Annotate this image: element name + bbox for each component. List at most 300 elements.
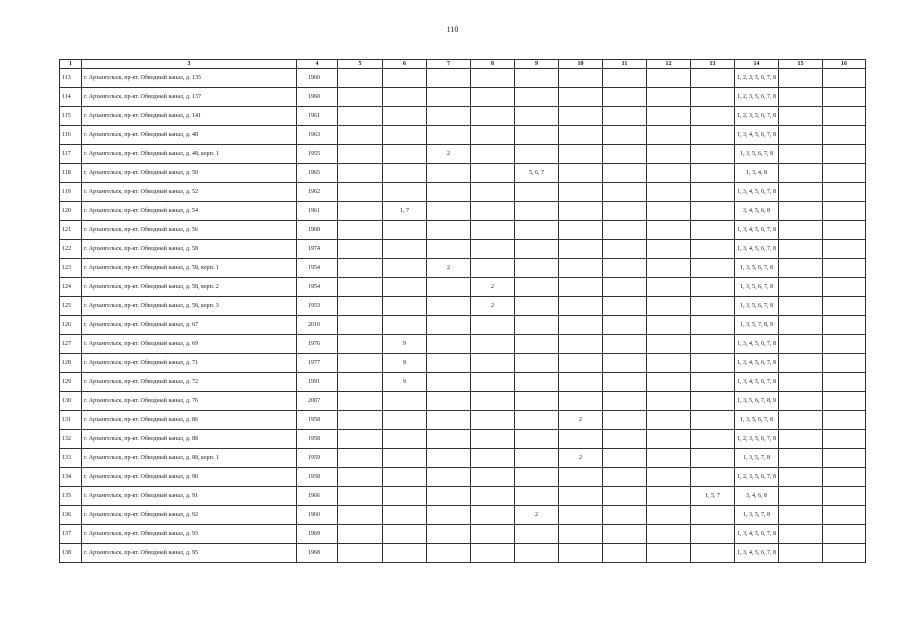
col9-cell xyxy=(515,316,559,335)
address-cell: г. Архангельск, пр-кт. Обводный канал, д. 135 xyxy=(82,69,297,88)
col6-cell: 9 xyxy=(383,373,427,392)
col6-cell: 9 xyxy=(383,354,427,373)
col12-cell xyxy=(647,506,691,525)
col11-cell xyxy=(603,525,647,544)
address-cell: г. Архангельск, пр-кт. Обводный канал, д. 95 xyxy=(82,544,297,563)
col12-cell xyxy=(647,392,691,411)
col7-cell xyxy=(427,69,471,88)
col8-cell xyxy=(471,240,515,259)
col9-cell xyxy=(515,126,559,145)
row-number: 121 xyxy=(60,221,82,240)
col5-cell xyxy=(338,145,383,164)
col13-cell xyxy=(691,297,735,316)
col6-cell xyxy=(383,430,427,449)
table-row xyxy=(60,107,866,126)
column-header-15: 15 xyxy=(779,60,823,69)
table-row xyxy=(60,487,866,506)
address-cell: г. Архангельск, пр-кт. Обводный канал, д. 88 xyxy=(82,430,297,449)
address-cell: г. Архангельск, пр-кт. Обводный канал, д. 56 xyxy=(82,221,297,240)
col6-cell: 9 xyxy=(383,335,427,354)
col11-cell xyxy=(603,335,647,354)
col13-cell xyxy=(691,468,735,487)
column-header-1: 1 xyxy=(60,60,82,69)
col8-cell xyxy=(471,183,515,202)
col6-cell xyxy=(383,221,427,240)
col6-cell xyxy=(383,126,427,145)
col11-cell xyxy=(603,544,647,563)
address-cell: г. Архангельск, пр-кт. Обводный канал, д. 52 xyxy=(82,183,297,202)
col11-cell xyxy=(603,221,647,240)
col11-cell xyxy=(603,278,647,297)
col9-cell: 5, 6, 7 xyxy=(515,164,559,183)
address-cell: г. Архангельск, пр-кт. Обводный канал, д. 88, корп. 1 xyxy=(82,449,297,468)
col8-cell xyxy=(471,392,515,411)
table-row xyxy=(60,221,866,240)
column-header-9: 9 xyxy=(515,60,559,69)
col6-cell xyxy=(383,88,427,107)
col7-cell xyxy=(427,487,471,506)
col12-cell xyxy=(647,145,691,164)
col12-cell xyxy=(647,126,691,145)
col9-cell xyxy=(515,240,559,259)
row-number: 136 xyxy=(60,506,82,525)
table-row xyxy=(60,316,866,335)
col7-cell xyxy=(427,468,471,487)
table-row xyxy=(60,88,866,107)
col6-cell xyxy=(383,411,427,430)
col9-cell xyxy=(515,107,559,126)
col14-cell: 1, 3, 4, 5, 6, 7, 8 xyxy=(735,354,779,373)
col15-cell xyxy=(779,145,823,164)
col14-cell: 1, 3, 4, 5, 6, 7, 8 xyxy=(735,373,779,392)
col6-cell xyxy=(383,316,427,335)
col11-cell xyxy=(603,107,647,126)
col13-cell xyxy=(691,259,735,278)
col9-cell xyxy=(515,544,559,563)
col15-cell xyxy=(779,297,823,316)
col10-cell xyxy=(559,468,603,487)
col10-cell xyxy=(559,202,603,221)
col5-cell xyxy=(338,335,383,354)
row-number: 137 xyxy=(60,525,82,544)
table-row xyxy=(60,411,866,430)
col13-cell xyxy=(691,107,735,126)
row-number: 125 xyxy=(60,297,82,316)
col8-cell xyxy=(471,506,515,525)
col8-cell xyxy=(471,221,515,240)
col6-cell xyxy=(383,240,427,259)
year-cell: 1974 xyxy=(297,240,338,259)
address-cell: г. Архангельск, пр-кт. Обводный канал, д. 58 xyxy=(82,240,297,259)
col8-cell xyxy=(471,411,515,430)
col6-cell xyxy=(383,544,427,563)
col10-cell xyxy=(559,145,603,164)
col10-cell xyxy=(559,430,603,449)
col7-cell xyxy=(427,411,471,430)
col6-cell: 1, 7 xyxy=(383,202,427,221)
table-row xyxy=(60,525,866,544)
col14-cell: 1, 3, 4, 5, 6, 7, 8 xyxy=(735,240,779,259)
col16-cell xyxy=(823,202,866,221)
col12-cell xyxy=(647,316,691,335)
col13-cell xyxy=(691,544,735,563)
col8-cell: 2 xyxy=(471,297,515,316)
col7-cell xyxy=(427,126,471,145)
col5-cell xyxy=(338,411,383,430)
col16-cell xyxy=(823,449,866,468)
col14-cell: 1, 2, 3, 5, 6, 7, 8 xyxy=(735,88,779,107)
col7-cell xyxy=(427,449,471,468)
col13-cell xyxy=(691,88,735,107)
address-cell: г. Архангельск, пр-кт. Обводный канал, д. 92 xyxy=(82,506,297,525)
col7-cell xyxy=(427,354,471,373)
col14-cell: 1, 3, 5, 6, 7, 8, 9 xyxy=(735,392,779,411)
col13-cell xyxy=(691,506,735,525)
col16-cell xyxy=(823,373,866,392)
table-row xyxy=(60,259,866,278)
row-number: 113 xyxy=(60,69,82,88)
col7-cell xyxy=(427,316,471,335)
col15-cell xyxy=(779,354,823,373)
table-row xyxy=(60,183,866,202)
col9-cell xyxy=(515,297,559,316)
col13-cell xyxy=(691,373,735,392)
col8-cell xyxy=(471,126,515,145)
col15-cell xyxy=(779,506,823,525)
address-cell: г. Архангельск, пр-кт. Обводный канал, д. 58, корп. 3 xyxy=(82,297,297,316)
col14-cell: 1, 3, 5, 6, 7, 8 xyxy=(735,259,779,278)
col11-cell xyxy=(603,164,647,183)
col15-cell xyxy=(779,316,823,335)
col9-cell xyxy=(515,202,559,221)
col7-cell xyxy=(427,107,471,126)
col15-cell xyxy=(779,126,823,145)
year-cell: 1961 xyxy=(297,202,338,221)
col12-cell xyxy=(647,468,691,487)
col5-cell xyxy=(338,544,383,563)
col8-cell xyxy=(471,468,515,487)
col13-cell xyxy=(691,449,735,468)
col14-cell: 1, 3, 4, 5, 6, 7, 8 xyxy=(735,221,779,240)
col16-cell xyxy=(823,221,866,240)
col15-cell xyxy=(779,335,823,354)
col11-cell xyxy=(603,430,647,449)
address-cell: г. Архангельск, пр-кт. Обводный канал, д. 91 xyxy=(82,487,297,506)
col8-cell xyxy=(471,335,515,354)
address-cell: г. Архангельск, пр-кт. Обводный канал, д. 137 xyxy=(82,88,297,107)
col11-cell xyxy=(603,373,647,392)
address-cell: г. Архангельск, пр-кт. Обводный канал, д. 67 xyxy=(82,316,297,335)
column-header-11: 11 xyxy=(603,60,647,69)
col6-cell xyxy=(383,468,427,487)
col16-cell xyxy=(823,335,866,354)
col16-cell xyxy=(823,525,866,544)
col8-cell xyxy=(471,430,515,449)
col5-cell xyxy=(338,316,383,335)
col16-cell xyxy=(823,506,866,525)
col15-cell xyxy=(779,544,823,563)
col7-cell xyxy=(427,297,471,316)
col15-cell xyxy=(779,468,823,487)
column-header-7: 7 xyxy=(427,60,471,69)
col14-cell: 1, 2, 3, 5, 6, 7, 8 xyxy=(735,107,779,126)
col16-cell xyxy=(823,278,866,297)
year-cell: 1966 xyxy=(297,487,338,506)
col14-cell: 1, 3, 5, 6, 7, 8 xyxy=(735,297,779,316)
year-cell: 1954 xyxy=(297,278,338,297)
col6-cell xyxy=(383,259,427,278)
table-row xyxy=(60,373,866,392)
col15-cell xyxy=(779,221,823,240)
col14-cell: 3, 4, 5, 6, 8 xyxy=(735,202,779,221)
column-header-16: 16 xyxy=(823,60,866,69)
col5-cell xyxy=(338,449,383,468)
row-number: 122 xyxy=(60,240,82,259)
address-cell: г. Архангельск, пр-кт. Обводный канал, д. 90 xyxy=(82,468,297,487)
col11-cell xyxy=(603,183,647,202)
col5-cell xyxy=(338,297,383,316)
year-cell: 1961 xyxy=(297,107,338,126)
row-number: 128 xyxy=(60,354,82,373)
table-row xyxy=(60,278,866,297)
col5-cell xyxy=(338,506,383,525)
col15-cell xyxy=(779,449,823,468)
col11-cell xyxy=(603,506,647,525)
col10-cell xyxy=(559,183,603,202)
col6-cell xyxy=(383,278,427,297)
address-cell: г. Архангельск, пр-кт. Обводный канал, д. 71 xyxy=(82,354,297,373)
col16-cell xyxy=(823,392,866,411)
col12-cell xyxy=(647,202,691,221)
col12-cell xyxy=(647,449,691,468)
col8-cell xyxy=(471,449,515,468)
col8-cell xyxy=(471,259,515,278)
col5-cell xyxy=(338,354,383,373)
col11-cell xyxy=(603,468,647,487)
address-cell: г. Архангельск, пр-кт. Обводный канал, д. 48 xyxy=(82,126,297,145)
col13-cell xyxy=(691,278,735,297)
col5-cell xyxy=(338,373,383,392)
col10-cell xyxy=(559,259,603,278)
col8-cell xyxy=(471,107,515,126)
table-row xyxy=(60,430,866,449)
col11-cell xyxy=(603,259,647,278)
table-row xyxy=(60,69,866,88)
col16-cell xyxy=(823,316,866,335)
col12-cell xyxy=(647,544,691,563)
col15-cell xyxy=(779,259,823,278)
table-row xyxy=(60,164,866,183)
col10-cell xyxy=(559,297,603,316)
col10-cell xyxy=(559,335,603,354)
col7-cell xyxy=(427,278,471,297)
col9-cell xyxy=(515,487,559,506)
col11-cell xyxy=(603,411,647,430)
col14-cell: 1, 3, 5, 6, 7, 8 xyxy=(735,278,779,297)
col16-cell xyxy=(823,468,866,487)
col9-cell xyxy=(515,145,559,164)
col6-cell xyxy=(383,107,427,126)
col14-cell: 1, 3, 5, 7, 8 xyxy=(735,449,779,468)
col14-cell: 1, 3, 4, 5, 6, 7, 8 xyxy=(735,335,779,354)
col5-cell xyxy=(338,430,383,449)
col6-cell xyxy=(383,69,427,88)
col9-cell xyxy=(515,525,559,544)
row-number: 117 xyxy=(60,145,82,164)
col14-cell: 1, 3, 4, 5, 6, 7, 8 xyxy=(735,544,779,563)
year-cell: 1955 xyxy=(297,145,338,164)
col9-cell xyxy=(515,411,559,430)
col8-cell xyxy=(471,525,515,544)
col16-cell xyxy=(823,297,866,316)
col14-cell: 1, 3, 5, 6, 7, 8 xyxy=(735,145,779,164)
col9-cell xyxy=(515,69,559,88)
col11-cell xyxy=(603,392,647,411)
col14-cell: 1, 3, 4, 5, 6, 7, 8 xyxy=(735,126,779,145)
col5-cell xyxy=(338,107,383,126)
col15-cell xyxy=(779,430,823,449)
col13-cell xyxy=(691,202,735,221)
col14-cell: 1, 3, 5, 7, 8 xyxy=(735,506,779,525)
col11-cell xyxy=(603,69,647,88)
col13-cell xyxy=(691,354,735,373)
table-row xyxy=(60,354,866,373)
year-cell: 1960 xyxy=(297,506,338,525)
col15-cell xyxy=(779,278,823,297)
address-cell: г. Архангельск, пр-кт. Обводный канал, д. 54 xyxy=(82,202,297,221)
col16-cell xyxy=(823,183,866,202)
col12-cell xyxy=(647,487,691,506)
col9-cell: 2 xyxy=(515,506,559,525)
col12-cell xyxy=(647,411,691,430)
row-number: 118 xyxy=(60,164,82,183)
col13-cell xyxy=(691,69,735,88)
col10-cell xyxy=(559,392,603,411)
col16-cell xyxy=(823,69,866,88)
col15-cell xyxy=(779,487,823,506)
table-row xyxy=(60,506,866,525)
row-number: 132 xyxy=(60,430,82,449)
col5-cell xyxy=(338,525,383,544)
col14-cell: 1, 3, 5, 7, 8, 9 xyxy=(735,316,779,335)
year-cell: 1960 xyxy=(297,69,338,88)
year-cell: 1968 xyxy=(297,221,338,240)
row-number: 115 xyxy=(60,107,82,126)
header-row xyxy=(60,60,866,69)
col8-cell xyxy=(471,88,515,107)
table-body xyxy=(60,69,866,563)
table-row xyxy=(60,468,866,487)
col16-cell xyxy=(823,88,866,107)
row-number: 127 xyxy=(60,335,82,354)
col5-cell xyxy=(338,392,383,411)
col5-cell xyxy=(338,259,383,278)
col11-cell xyxy=(603,316,647,335)
col5-cell xyxy=(338,164,383,183)
col10-cell xyxy=(559,278,603,297)
col7-cell xyxy=(427,506,471,525)
col7-cell xyxy=(427,164,471,183)
row-number: 123 xyxy=(60,259,82,278)
col12-cell xyxy=(647,183,691,202)
col16-cell xyxy=(823,107,866,126)
col10-cell xyxy=(559,487,603,506)
table-row xyxy=(60,145,866,164)
col11-cell xyxy=(603,487,647,506)
col5-cell xyxy=(338,468,383,487)
col13-cell xyxy=(691,183,735,202)
col7-cell xyxy=(427,373,471,392)
row-number: 114 xyxy=(60,88,82,107)
column-header-3: 3 xyxy=(82,60,297,69)
col10-cell xyxy=(559,221,603,240)
col16-cell xyxy=(823,354,866,373)
col8-cell xyxy=(471,373,515,392)
col5-cell xyxy=(338,202,383,221)
col16-cell xyxy=(823,126,866,145)
col9-cell xyxy=(515,354,559,373)
col10-cell xyxy=(559,525,603,544)
table-row xyxy=(60,449,866,468)
address-cell: г. Архангельск, пр-кт. Обводный канал, д. 48, корп. 1 xyxy=(82,145,297,164)
year-cell: 1968 xyxy=(297,544,338,563)
table-row xyxy=(60,544,866,563)
col13-cell xyxy=(691,145,735,164)
address-cell: г. Архангельск, пр-кт. Обводный канал, д. 50 xyxy=(82,164,297,183)
col16-cell xyxy=(823,145,866,164)
col9-cell xyxy=(515,392,559,411)
column-header-5: 5 xyxy=(338,60,383,69)
col15-cell xyxy=(779,88,823,107)
address-cell: г. Архангельск, пр-кт. Обводный канал, д. 141 xyxy=(82,107,297,126)
col11-cell xyxy=(603,297,647,316)
address-cell: г. Архангельск, пр-кт. Обводный канал, д. 93 xyxy=(82,525,297,544)
col5-cell xyxy=(338,69,383,88)
col16-cell xyxy=(823,240,866,259)
col13-cell: 1, 5, 7 xyxy=(691,487,735,506)
col5-cell xyxy=(338,487,383,506)
year-cell: 1958 xyxy=(297,468,338,487)
col12-cell xyxy=(647,430,691,449)
col13-cell xyxy=(691,430,735,449)
col7-cell xyxy=(427,88,471,107)
year-cell: 1977 xyxy=(297,354,338,373)
table-row xyxy=(60,335,866,354)
col7-cell: 2 xyxy=(427,259,471,278)
col12-cell xyxy=(647,259,691,278)
col8-cell xyxy=(471,145,515,164)
address-cell: г. Архангельск, пр-кт. Обводный канал, д. 58, корп. 2 xyxy=(82,278,297,297)
col7-cell xyxy=(427,392,471,411)
col9-cell xyxy=(515,373,559,392)
row-number: 134 xyxy=(60,468,82,487)
col8-cell xyxy=(471,202,515,221)
col12-cell xyxy=(647,88,691,107)
col13-cell xyxy=(691,392,735,411)
row-number: 129 xyxy=(60,373,82,392)
col12-cell xyxy=(647,240,691,259)
col8-cell: 2 xyxy=(471,278,515,297)
column-header-14: 14 xyxy=(735,60,779,69)
row-number: 135 xyxy=(60,487,82,506)
column-header-12: 12 xyxy=(647,60,691,69)
page-number: 110 xyxy=(446,25,459,34)
col9-cell xyxy=(515,278,559,297)
year-cell: 1958 xyxy=(297,430,338,449)
col11-cell xyxy=(603,126,647,145)
col10-cell xyxy=(559,373,603,392)
col7-cell xyxy=(427,240,471,259)
